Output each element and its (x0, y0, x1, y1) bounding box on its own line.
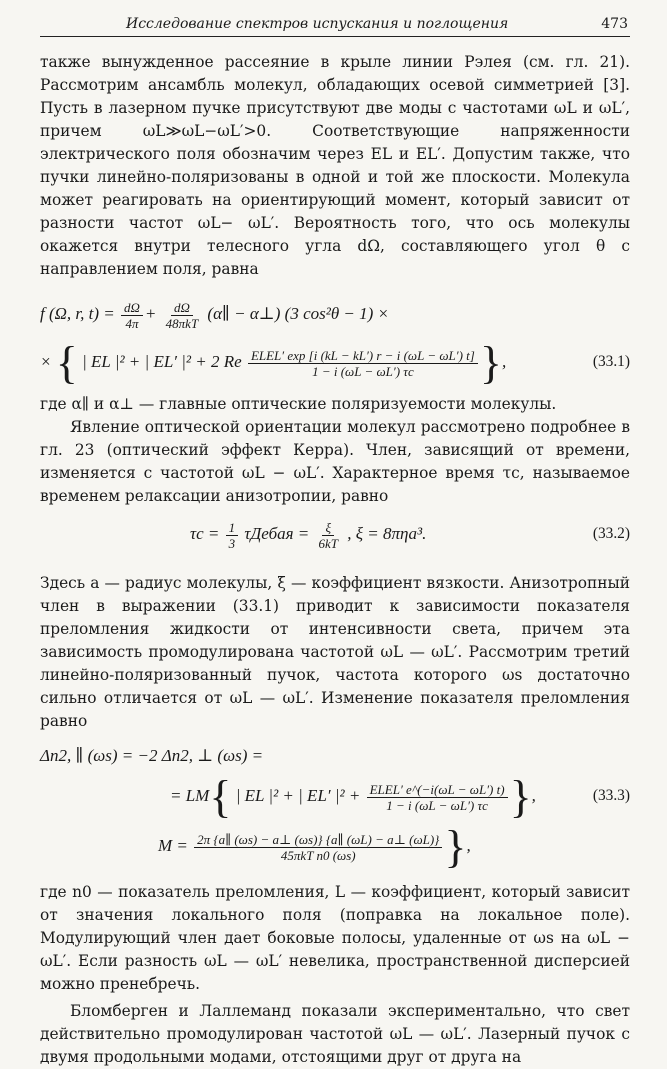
eq1-frac1 (121, 300, 143, 331)
eq2-frac1-num: 1 (226, 520, 239, 536)
eq3-frac1-den: 1 − i (ωL − ωL′) τc (386, 797, 488, 813)
paragraph-4: Здесь a — радиус молекулы, ξ — коэффициент вязкости. Анизотропный член в выражении (33.1) приводит к зависимости показателя преломления жидкости от интенсивности света, причем эта зависимость промодулирована частотой ωL — ωL′. Рассмотрим третий линейно-поляризованный пучок, частота которого ωs достаточно сильно отличается от ωL — ωL′. Изменение показателя преломления равно (40, 574, 630, 730)
book-page (40, 14, 630, 1069)
eq1-frac1-num: dΩ (121, 300, 143, 316)
eq3-frac2 (194, 832, 442, 863)
chapter-title: Исследование спектров испускания и поглощения (126, 16, 509, 32)
eq3-line2-terms: | EL |² + | EL′ |² + (235, 786, 361, 805)
eq1-line2-terms: | EL |² + | EL′ |² + 2 Re (82, 352, 242, 371)
eq3-line3-lhs: M = (158, 836, 188, 855)
paragraph-6: Бломберген и Лаллеманд показали экспериментально, что свет действительно промодулирован частотой ωL — ωL′. Лазерный пучок с двумя продольными модами, отстоящими друг от друга на (40, 1002, 630, 1066)
eq1-rest: (α∥ − α⊥) (3 cos²θ − 1) × (207, 304, 390, 323)
eq3-frac1 (367, 782, 508, 813)
equation-33-2 (40, 512, 630, 556)
eq3-line2-pre: = LM (170, 786, 210, 805)
eq2-frac2 (316, 520, 342, 551)
eq3-frac2-den: 45πkT n0 (ωs) (280, 847, 356, 863)
eq3-frac1-num: ELEL′ e^(−i(ωL − ωL′) t) (367, 782, 508, 798)
eq1-lhs: f (Ω, r, t) = (40, 304, 115, 323)
eq1-frac2-num: dΩ (171, 300, 193, 316)
eq1-frac2 (163, 300, 202, 331)
equation-number-33-1: (33.1) (592, 353, 630, 370)
paragraph-5: где n0 — показатель преломления, L — коэффициент, который зависит от значения локального поля (поправка на локальное поле). Модулирующий член дает боковые полосы, удаленные от ωs на ωL − ωL′. Если разность ωL — ωL′ невелика, пространственной дисперсией можно пренебречь. (40, 883, 630, 993)
eq3-frac2-num: 2π {a∥ (ωs) − a⊥ (ωs)} {a∥ (ωL) − a⊥ (ωL)} (194, 832, 442, 848)
eq2-frac1-den: 3 (228, 535, 236, 551)
eq2-mid: τДебая = (244, 524, 310, 543)
eq2-frac2-den: 6kT (318, 535, 339, 551)
equation-33-3-line-1 (40, 741, 630, 771)
equation-33-3-line-3: M = $\frac{2\pi \{a\parallel (\omega s) - a\perp (\omega s)\} \{a\parallel (\omega L) - a\perp (\omega L)\}}{\text{45πkT n0 (ωs)}}$ }, (158, 821, 471, 873)
paragraph-3: Явление оптической ориентации молекул рассмотрено подробнее в гл. 23 (оптический эффект Керра). Член, зависящий от времени, изменяется с частотой ωL − ωL′. Характерное время τc, называемое временем релаксации анизотропии, равно (40, 418, 630, 505)
paragraph-2: где α∥ и α⊥ — главные оптические поляризуемости молекулы. (40, 395, 557, 413)
eq2-rhs: , ξ = 8πηa³. (347, 524, 427, 543)
eq1-frac3-den: 1 − i (ωL − ωL′) τc (312, 363, 414, 379)
eq2-lhs: τc = (190, 524, 220, 543)
page-number: 473 (601, 16, 628, 32)
equation-number-33-2: (33.2) (592, 525, 630, 542)
eq2-frac1 (226, 520, 239, 551)
eq1-frac3-num: ELEL′ exp [i (kL − kL′) r − i (ωL − ωL′) t] (248, 348, 478, 364)
eq1-line2-pre: × (40, 352, 56, 371)
eq1-frac2-den: 48πkT (165, 315, 199, 331)
eq1-frac1-den: 4π (125, 315, 139, 331)
paragraph-1: также вынужденное рассеяние в крыле линии Рэлея (см. гл. 21). Рассмотрим ансамбль молекул, обладающих осевой симметрией [3]. Пусть в лазерном пучке присутствуют две моды с частотами ωL и ωL′, причем ωL≫ωL−ωL′>0. Соответствующие напряженности электрического поля обозначим через EL и EL′. Допустим также, что пучки линейно-поляризованы в одной и той же плоскости. Молекула может реагировать на ориентирующий момент, который зависит от разности частот ωL− ωL′. Вероятность того, что ось молекулы окажется внутри телесного угла dΩ, составляющего угол θ с направлением поля, равна (40, 53, 630, 278)
eq1-frac3 (248, 348, 478, 379)
eq3-line1: Δn2, ∥ (ωs) = −2 Δn2, ⊥ (ωs) = (40, 746, 264, 765)
equation-33-3-line-2: = LM{ | EL |² + | EL′ |² + $\frac{\text{ELEL′ e\textasciicircum{}(−i(ωL − ωL′) t)}}{1 - i (\omega L - \omega L') \tau c}$ }, (33.3) (170, 771, 630, 823)
equation-33-1-line-2: × { | EL |² + | EL′ |² + 2 Re $\frac{\text{ELEL′ exp [i (kL − kL′) r − i (ωL − ωL′) t]}}{1 - i (\omega L - \omega L') \tau c}$ }, (33.1) (40, 337, 630, 389)
eq2-frac2-num: ξ (322, 520, 334, 536)
equation-number-33-3: (33.3) (592, 787, 630, 804)
running-header (40, 14, 630, 37)
equation-33-1-line-1: f (Ω, r, t) = $\frac{d\Omega}{4\pi}$ + $\frac{d\Omega}{\text{48πkT}}$ (α∥ − α⊥) (3 cos²θ − 1) × (40, 299, 390, 331)
